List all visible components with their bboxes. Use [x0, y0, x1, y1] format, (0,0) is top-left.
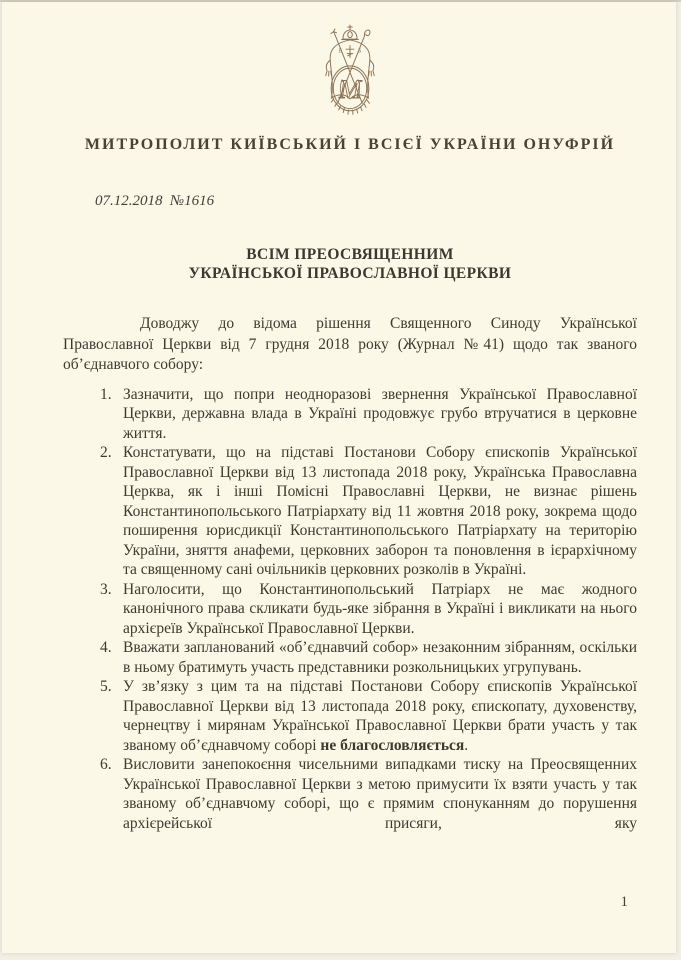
list-item — [63, 638, 637, 677]
list-item-text: Зазначити, що попри неодноразові звернення Української Православної Церкви, державна влада в Україні продовжує грубо втручатися в церковне життя. — [123, 385, 637, 442]
emblem-letter-right: Б — [358, 48, 362, 55]
intro-paragraph: Доводжу до відома рішення Священного Синоду Української Православної Церкви від 7 грудня 2018 року (Журнал №41) щодо так званого об’єднавчого собору: — [63, 315, 637, 373]
list-item — [63, 443, 637, 580]
list-item — [63, 677, 637, 755]
emblem-monogram: М — [339, 74, 361, 105]
date-and-number: 07.12.2018 №1616 — [95, 193, 215, 209]
list-item-text: Висловити занепокоєння чисельними випадками тиску на Преосвященних Української Православної Церкви з метою примусити їх взяти участь у так званому об’єднавчому соборі, що є прямим спонуканням до порушення архієрейської присяги, яку — [123, 756, 637, 832]
item5-bold-phrase: не благословляється — [320, 736, 465, 754]
list-item-text: Констатувати, що на підставі Постанови Собору єпископів Української Православної Церкви від 13 листопада 2018 року, Українська Православна Церква, як і інші Помісні Православні Церкви, не визнає рішень Константинопольського Патріархату від 11 жовтня 2018 року, зокрема щодо поширення юрисдикції Константинопольського Патріархату на територію України, зняття анафеми, церковних заборон та поновлення в ієрархічному та священному сані очільників церковних розколів в Україні. — [123, 444, 637, 578]
addressee-line-1: ВСІМ ПРЕОСВЯЩЕННИМ — [246, 246, 454, 263]
emblem-letter-left: В — [338, 48, 343, 55]
item5-text-end: . — [464, 736, 469, 754]
emblem-container — [63, 24, 637, 121]
list-item — [63, 385, 637, 444]
resolution-list — [63, 385, 637, 834]
list-item-number: 1. — [100, 385, 112, 403]
list-item-text: Вважати запланований «об’єднавчий собор» незаконним зібранням, оскільки в ньому братимуть участь представники розкольницьких угрупувань. — [123, 639, 637, 676]
addressee-line-2: УКРАЇНСЬКОЇ ПРАВОСЛАВНОЇ ЦЕРКВИ — [188, 265, 512, 282]
metropolitan-coat-of-arms-icon — [306, 24, 394, 121]
page-number: 1 — [620, 894, 628, 910]
list-item-number: 5. — [100, 678, 112, 695]
addressee-block — [63, 245, 637, 283]
letterhead-title: МИТРОПОЛИТ КИЇВСЬКИЙ І ВСІЄЇ УКРАЇНИ ОНУФРІЙ — [84, 136, 616, 153]
list-item-number: 3. — [100, 580, 112, 598]
list-item-number: 2. — [100, 444, 112, 461]
list-item-text — [123, 677, 637, 755]
document-page — [2, 2, 676, 953]
list-item-text: Наголосити, що Константинопольський Патріарх не має жодного канонічного права скликати будь-яке зібрання в Україні і викликати на нього архієреїв Української Православної Церкви. — [123, 580, 637, 637]
list-item-number: 4. — [100, 639, 112, 656]
list-item-number: 6. — [100, 756, 112, 773]
list-item — [63, 755, 637, 833]
list-item — [63, 580, 637, 639]
item5-text-start: У зв’язку з цим та на підставі Постанови Собору єпископів Української Православної Церкви від 13 листопада 2018 року, єпископату, духовенству, чернецтву і мирянам Української Православної Церкви брати участь у так званому об’єднавчому соборі — [123, 678, 637, 754]
